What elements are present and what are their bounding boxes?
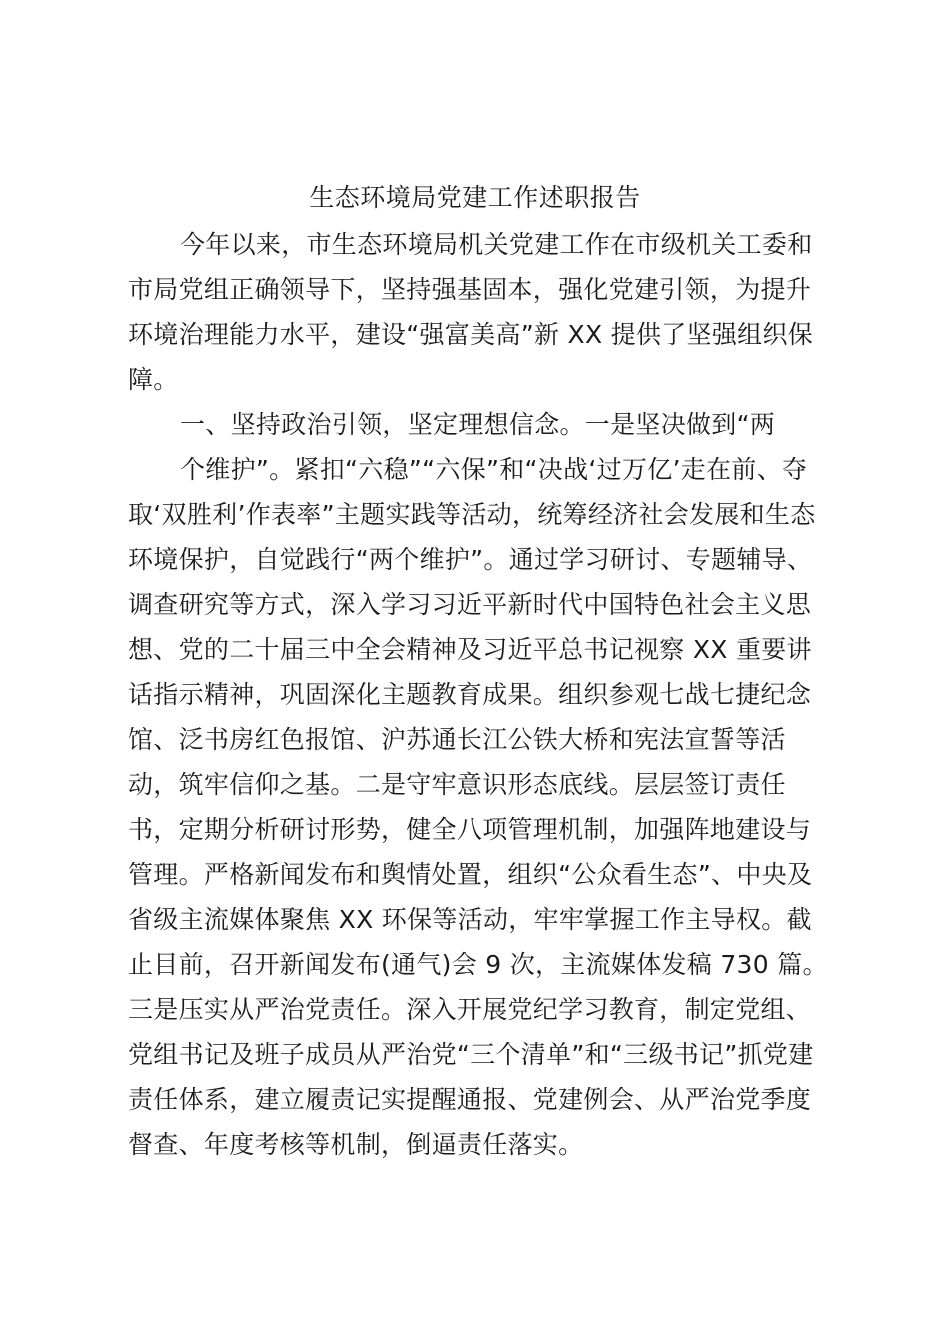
- document-title: 生态环境局党建工作述职报告: [309, 183, 641, 212]
- paragraph-3-line-2: 取‘双胜利’作表率”主题实践等活动，统筹经济社会发展和生态: [128, 500, 816, 529]
- paragraph-3-line-4: 调查研究等方式，深入学习习近平新时代中国特色社会主义思: [128, 590, 812, 619]
- paragraph-1-line-4: 障。: [128, 365, 179, 394]
- paragraph-3-line-8: 动，筑牢信仰之基。二是守牢意识形态底线。层层签订责任: [128, 770, 786, 799]
- document-body: [128, 222, 828, 1167]
- paragraph-3-line-10: 管理。严格新闻发布和舆情处置，组织“公众看生态”、中央及: [128, 860, 813, 889]
- paragraph-1-line-2: 市局党组正确领导下，坚持强基固本，强化党建引领，为提升: [128, 275, 812, 304]
- paragraph-3-line-6: 话指示精神，巩固深化主题教育成果。组织参观七战七捷纪念: [128, 680, 812, 709]
- paragraph-1-line-1: 今年以来，市生态环境局机关党建工作在市级机关工委和: [180, 230, 813, 259]
- paragraph-3-line-15: 责任体系，建立履责记实提醒通报、党建例会、从严治党季度: [128, 1085, 812, 1114]
- paragraph-3-line-3: 环境保护，自觉践行“两个维护”。通过学习研讨、专题辅导、: [128, 545, 813, 574]
- paragraph-1-line-3: 环境治理能力水平，建设“强富美高”新 XX 提供了坚强组织保: [128, 320, 814, 349]
- paragraph-3-line-13: 三是压实从严治党责任。深入开展党纪学习教育，制定党组、: [128, 995, 812, 1024]
- paragraph-3-line-9: 书，定期分析研讨形势，健全八项管理机制，加强阵地建设与: [128, 815, 812, 844]
- paragraph-3-line-16: 督查、年度考核等机制，倒逼责任落实。: [128, 1130, 584, 1159]
- paragraph-3-line-11: 省级主流媒体聚焦 XX 环保等活动，牢牢掌握工作主导权。截: [128, 905, 812, 934]
- paragraph-3-line-14: 党组书记及班子成员从严治党“三个清单”和“三级书记”抓党建: [128, 1040, 814, 1069]
- paragraph-3-line-12: 止目前，召开新闻发布(通气)会 9 次，主流媒体发稿 730 篇。: [128, 950, 828, 979]
- paragraph-3-line-7: 馆、泛书房红色报馆、沪苏通长江公铁大桥和宪法宣誓等活: [128, 725, 786, 754]
- paragraph-3-line-5: 想、党的二十届三中全会精神及习近平总书记视察 XX 重要讲: [128, 635, 812, 664]
- paragraph-3-line-1: 个维护”。紧扣“六稳”“六保”和“决战‘过万亿’走在前、夺: [180, 455, 808, 484]
- paragraph-2-line-1: 一、坚持政治引领，坚定理想信念。一是坚决做到“两: [180, 410, 776, 439]
